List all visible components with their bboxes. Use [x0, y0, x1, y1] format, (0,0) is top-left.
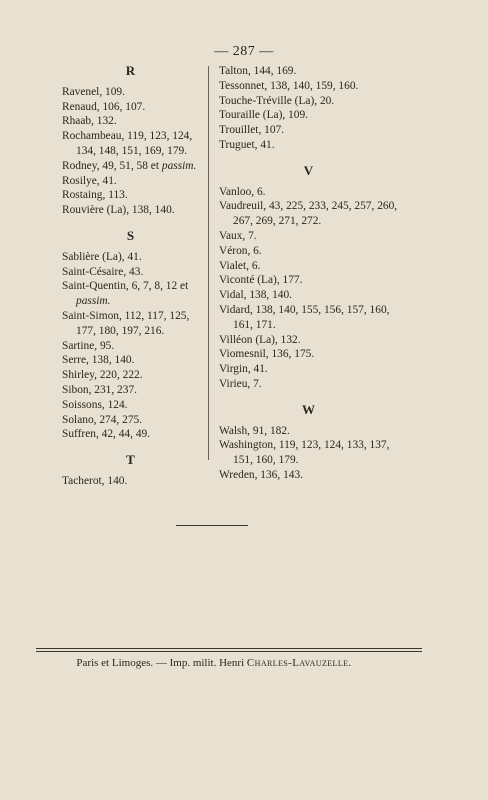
index-entry: [62, 383, 200, 398]
index-entry: [219, 288, 399, 303]
index-entry: [219, 94, 399, 109]
entry-text: Sablière (La), 41.: [62, 250, 142, 263]
entry-text: Serre, 138, 140.: [62, 354, 135, 367]
section-letter-v: V: [303, 162, 315, 178]
entry-text: Virieu, 7.: [219, 377, 262, 390]
index-entry: [219, 79, 399, 94]
index-entry: [219, 199, 399, 229]
entry-text: Washington, 119, 123, 124, 133, 137, 151, 160, 179.: [219, 439, 390, 467]
entry-text: Vaudreuil, 43, 225, 233, 245, 257, 260, 267, 269, 271, 272.: [219, 200, 398, 228]
entry-text: Vialet, 6.: [219, 259, 261, 272]
index-column-left: [62, 64, 200, 489]
index-entry: [62, 427, 200, 442]
index-entry: [219, 64, 399, 79]
entry-text: Soissons, 124.: [62, 398, 128, 411]
index-entry: [219, 229, 399, 244]
entry-text: Rhaab, 132.: [62, 115, 117, 128]
footer-rule-top: [36, 648, 422, 649]
entry-text: Wreden, 136, 143.: [219, 468, 303, 481]
entry-text: Saint-Simon, 112, 117, 125, 177, 180, 197, 216.: [62, 309, 190, 337]
entry-text: Ravenel, 109.: [62, 85, 125, 98]
index-entry: [219, 138, 399, 153]
entry-italic-text: passim.: [161, 159, 197, 172]
entry-text: Sartine, 95.: [62, 339, 115, 352]
index-entry: [62, 85, 200, 100]
index-entry: [62, 203, 200, 218]
index-entry: [62, 474, 200, 489]
entry-text: Viconté (La), 177.: [219, 274, 303, 287]
entry-text: Truguet, 41.: [219, 138, 275, 151]
entry-text: Vanloo, 6.: [219, 185, 266, 198]
entry-text: Rosilye, 41.: [62, 174, 117, 187]
entry-text: Shirley, 220, 222.: [62, 369, 143, 382]
index-entry: [219, 347, 399, 362]
end-rule: [176, 525, 248, 526]
index-entry: [219, 259, 399, 274]
index-entry: [219, 108, 399, 123]
index-column-right: [219, 64, 399, 483]
entry-text: Rochambeau, 119, 123, 124, 134, 148, 151, 169, 179.: [62, 130, 193, 157]
index-entry: [62, 413, 200, 428]
section-letter-t: T: [126, 452, 136, 468]
printer-imprint: [0, 657, 428, 669]
entry-text: Vidard, 138, 140, 155, 156, 157, 160, 161, 171.: [219, 303, 390, 331]
entry-text: Viomesnil, 136, 175.: [219, 348, 315, 361]
page-number: — 287 —: [214, 44, 274, 59]
entry-text: Tacherot, 140.: [62, 474, 128, 487]
entry-text: Renaud, 106, 107.: [62, 100, 146, 113]
entry-text: Talton, 144, 169.: [219, 65, 297, 77]
imprint-printer-name: Charles-Lavauzelle.: [246, 657, 352, 669]
index-entry: [62, 353, 200, 368]
index-entry: [219, 468, 399, 483]
index-entry: [62, 265, 200, 280]
entry-text: Saint-Césaire, 43.: [62, 265, 144, 278]
entry-text: Véron, 6.: [219, 244, 262, 257]
index-entry: [219, 185, 399, 200]
entry-text: Villéon (La), 132.: [219, 333, 301, 346]
index-entry: [219, 303, 399, 333]
index-entry: [62, 250, 200, 265]
entry-text: Vaux, 7.: [219, 229, 257, 242]
entry-text: Rouvière (La), 138, 140.: [62, 204, 175, 217]
entry-text: Touche-Tréville (La), 20.: [219, 94, 335, 107]
entry-text: Saint-Quentin, 6, 7, 8, 12 et: [62, 280, 189, 293]
section-letter-s: S: [126, 227, 136, 243]
index-entry: [219, 273, 399, 288]
index-entry: [219, 362, 399, 377]
index-entry: [62, 339, 200, 354]
entry-text: Sibon, 231, 237.: [62, 383, 137, 396]
section-letter-r: R: [125, 63, 137, 78]
index-entry: [219, 377, 399, 392]
index-entry: [62, 398, 200, 413]
index-entry: [219, 123, 399, 138]
entry-text: Solano, 274, 275.: [62, 413, 143, 426]
entry-text: Tessonnet, 138, 140, 159, 160.: [219, 79, 359, 92]
entry-text: Rodney, 49, 51, 58 et: [62, 159, 162, 172]
entry-text: Trouillet, 107.: [219, 124, 285, 137]
index-entry: [62, 100, 200, 115]
index-entry: [219, 333, 399, 348]
column-divider: [208, 66, 209, 460]
index-entry: [62, 188, 200, 203]
index-entry: [62, 114, 200, 129]
entry-text: Touraille (La), 109.: [219, 109, 309, 122]
index-entry: [62, 159, 200, 174]
entry-italic-text: passim.: [76, 295, 111, 308]
index-entry: [62, 174, 200, 189]
entry-text: Rostaing, 113.: [62, 189, 128, 202]
entry-text: Virgin, 41.: [219, 363, 268, 376]
index-entry: [62, 309, 200, 339]
imprint-text: Paris et Limoges. — Imp. milit. Henri: [76, 657, 247, 669]
entry-text: Walsh, 91, 182.: [219, 424, 290, 437]
index-entry: [219, 438, 399, 468]
entry-text: Suffren, 42, 44, 49.: [62, 428, 151, 441]
section-letter-w: W: [302, 401, 316, 417]
index-entry: [62, 368, 200, 383]
entry-text: Vidal, 138, 140.: [219, 289, 293, 302]
footer-rule-bottom: [36, 651, 422, 652]
index-entry: [62, 129, 200, 159]
index-entry: [62, 279, 200, 309]
index-entry: [219, 244, 399, 259]
index-entry: [219, 424, 399, 439]
